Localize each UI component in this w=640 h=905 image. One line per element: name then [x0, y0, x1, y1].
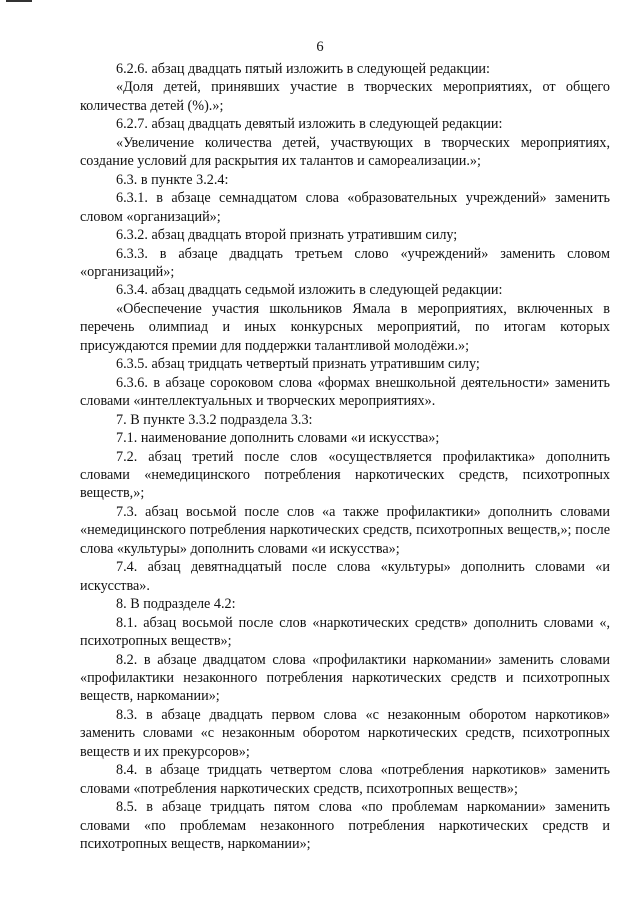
paragraph: 6.3.3. в абзаце двадцать третьем слово «учреждений» заменить словом «организаций»; [80, 245, 610, 280]
paragraph: 8. В подразделе 4.2: [116, 596, 236, 613]
paragraph: 6.2.6. абзац двадцать пятый изложить в следующей редакции: [116, 61, 490, 77]
paragraph: 7. В пункте 3.3.2 подраздела 3.3: [116, 411, 313, 428]
paragraph: 8.1. абзац восьмой после слов «наркотических средств» дополнить словами «, психотропных веществ»; [80, 614, 610, 650]
paragraph: «Увеличение количества детей, участвующих в творческих мероприятиях, создание условий для раскрытия их талантов и самореализации.»; [80, 134, 610, 170]
paragraph: 7.2. абзац третий после слов «осуществляется профилактика» дополнить словами «немедицинского потребления наркотических средств, психотропных веществ,»; [80, 448, 610, 502]
paragraph: 8.4. в абзаце тридцать четвертом слова «потребления наркотиков» заменить словами «потребления наркотических средств, психотропных веществ»; [80, 762, 610, 797]
paragraph: 8.2. в абзаце двадцатом слова «профилактики наркомании» заменить словами «профилактики незаконного потребления наркотических средств и психотропных веществ, наркомании»; [80, 651, 610, 705]
paragraph: 7.1. наименование дополнить словами «и искусства»; [116, 430, 440, 447]
paragraph: 7.3. абзац восьмой после слов «а также профилактики» дополнить словами «немедицинского потребления наркотических средств, психотропных веществ,»; после слова «культуры» дополнить словами «и искусства»; [80, 503, 610, 557]
paragraph: 7.4. абзац девятнадцатый после слова «культуры» дополнить словами «и искусства». [80, 559, 610, 594]
paragraph: 6.3.4. абзац двадцать седьмой изложить в следующей редакции: [116, 282, 503, 299]
corner-mark [6, 0, 32, 2]
paragraph: «Обеспечение участия школьников Ямала в мероприятиях, включенных в перечень олимпиад и иных конкурсных мероприятий, по итогам которых присуждаются премии для поддержки талантливой молодёжи.»; [80, 300, 610, 354]
paragraph: 6.3.1. в абзаце семнадцатом слова «образовательных учреждений» заменить словом «организаций»; [80, 190, 610, 225]
paragraph: 8.3. в абзаце двадцать первом слова «с незаконным оборотом наркотиков» заменить словами «с незаконным оборотом наркотических средств, психотропных веществ и их прекурсоров»; [80, 706, 610, 760]
paragraph: 6.2.7. абзац двадцать девятый изложить в следующей редакции: [116, 116, 503, 133]
document-body [80, 60, 610, 853]
paragraph: 6.3.2. абзац двадцать второй признать утратившим силу; [116, 227, 458, 244]
paragraph: 8.5. в абзаце тридцать пятом слова «по проблемам наркомании» заменить словами «по проблемам незаконного потребления наркотических средств и психотропных веществ, наркомании»; [80, 799, 610, 853]
page-number: 6 [316, 39, 324, 55]
paragraph: «Доля детей, принявших участие в творческих мероприятиях, от общего количества детей (%).»; [80, 79, 610, 114]
paragraph: 6.3.5. абзац тридцать четвертый признать утратившим силу; [116, 356, 480, 373]
paragraph: 6.3.6. в абзаце сороковом слова «формах внешкольной деятельности» заменить словами «интеллектуальных и творческих мероприятиях». [80, 374, 610, 410]
paragraph: 6.3. в пункте 3.2.4: [116, 171, 229, 188]
